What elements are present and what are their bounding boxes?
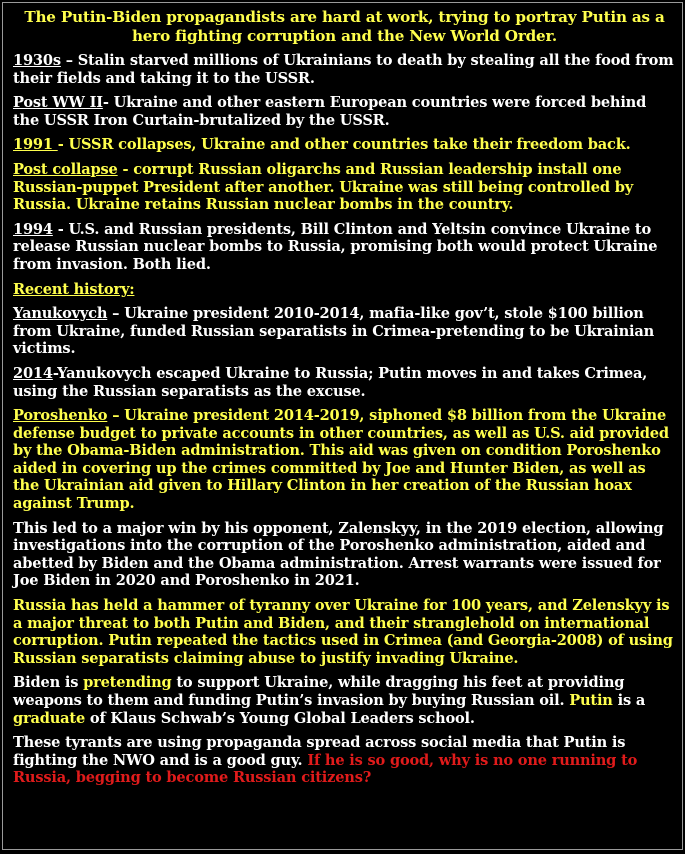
headline-line-1: The Putin-Biden propagandists are hard at work, trying to portray Putin as a bbox=[24, 8, 665, 26]
text-post-collapse: - corrupt Russian oligarchs and Russian leadership install one Russian-puppet President after another. Ukraine was still being controlled by Russia. Ukraine retains Russian nuclear bombs in the country. bbox=[13, 160, 634, 214]
highlight-graduate: graduate bbox=[13, 709, 86, 727]
text-post-ww2: - Ukraine and other eastern European countries were forced behind the USSR Iron Curtain-brutalized by the USSR. bbox=[13, 94, 647, 129]
paragraph-1991 bbox=[13, 136, 676, 154]
text-poroshenko: – Ukraine president 2014-2019, siphoned $8 billion from the Ukraine defense budget to private accounts in other countries, as well as U.S. aid provided by the Obama-Biden administration. This aid was given on condition Poroshenko aided in covering up the crimes committed by Joe and Hunter Biden, as well as the Ukrainian aid given to Hillary Clinton in her creation of the Russian hoax against Trump. bbox=[13, 407, 669, 513]
label-1994: 1994 bbox=[13, 220, 53, 238]
headline bbox=[13, 8, 676, 46]
text-tyrants: These tyrants are using propaganda spread across social media that Putin is fighting the NWO and is a good guy. bbox=[13, 734, 626, 769]
label-post-collapse: Post collapse bbox=[13, 160, 118, 178]
paragraph-tyrants-propaganda bbox=[13, 734, 676, 787]
section-heading-recent-history bbox=[13, 281, 676, 299]
text-klaus-schwab: of Klaus Schwab’s Young Global Leaders school. bbox=[85, 709, 475, 727]
label-poroshenko: Poroshenko bbox=[13, 407, 108, 425]
highlight-question: If he is so good, why is no one running to Russia, begging to become Russian citizens? bbox=[13, 751, 638, 787]
label-1991: 1991 bbox=[13, 136, 58, 154]
text-1930s: – Stalin starved millions of Ukrainians to death by stealing all the food from their fields and taking it to the USSR. bbox=[13, 52, 674, 87]
paragraph-1930s bbox=[13, 52, 676, 87]
paragraph-zelenskyy-win: This led to a major win by his opponent, Zalenskyy, in the 2019 election, allowing investigations into the corruption of the Poroshenko administration, aided and abetted by Biden and the Obama administration. Arrest warrants were issued for Joe Biden in 2020 and Poroshenko in 2021. bbox=[13, 519, 664, 590]
text-biden-is: Biden is bbox=[13, 674, 84, 692]
highlight-pretending: pretending bbox=[83, 674, 172, 692]
paragraph-biden-pretending bbox=[13, 674, 676, 727]
paragraph-poroshenko bbox=[13, 407, 676, 513]
text-2014: -Yanukovych escaped Ukraine to Russia; Putin moves in and takes Crimea, using the Russian separatists as the excuse. bbox=[13, 364, 648, 400]
text-support-ukraine: to support Ukraine, while dragging his feet at providing weapons to them and funding Putin’s invasion by buying Russian oil. bbox=[13, 674, 625, 709]
text-yanukovych: – Ukraine president 2010-2014, mafia-like gov’t, stole $100 billion from Ukraine, funded Russian separatists in Crimea-pretending to be Ukrainian victims. bbox=[13, 305, 655, 358]
paragraph-1994 bbox=[13, 221, 676, 274]
headline-line-2: hero fighting corruption and the New World Order. bbox=[131, 27, 558, 45]
highlight-putin: Putin bbox=[569, 692, 613, 709]
label-2014: 2014 bbox=[13, 364, 53, 382]
paragraph-post-collapse bbox=[13, 161, 676, 214]
paragraph-yanukovych bbox=[13, 305, 676, 358]
text-is-a: is a bbox=[612, 692, 646, 709]
label-yanukovych: Yanukovych bbox=[13, 305, 108, 323]
paragraph-post-ww2 bbox=[13, 94, 676, 129]
paragraph-hammer-of-tyranny: Russia has held a hammer of tyranny over Ukraine for 100 years, and Zelenskyy is a major threat to both Putin and Biden, and their stranglehold on international corruption. Putin repeated the tactics used in Crimea (and Georgia-2008) of using Russian separatists claiming abuse to justify invading Ukraine. bbox=[13, 597, 673, 667]
label-1930s: 1930s bbox=[13, 52, 61, 69]
text-1994: - U.S. and Russian presidents, Bill Clinton and Yeltsin convince Ukraine to release Russian nuclear bombs to Russia, promising both would protect Ukraine from invasion. Both lied. bbox=[13, 220, 658, 273]
label-recent-history: Recent history: bbox=[13, 280, 135, 298]
label-post-ww2: Post WW II bbox=[13, 94, 103, 112]
paragraph-2014 bbox=[13, 365, 676, 400]
document-page bbox=[2, 2, 683, 850]
text-1991: - USSR collapses, Ukraine and other countries take their freedom back. bbox=[57, 136, 631, 154]
